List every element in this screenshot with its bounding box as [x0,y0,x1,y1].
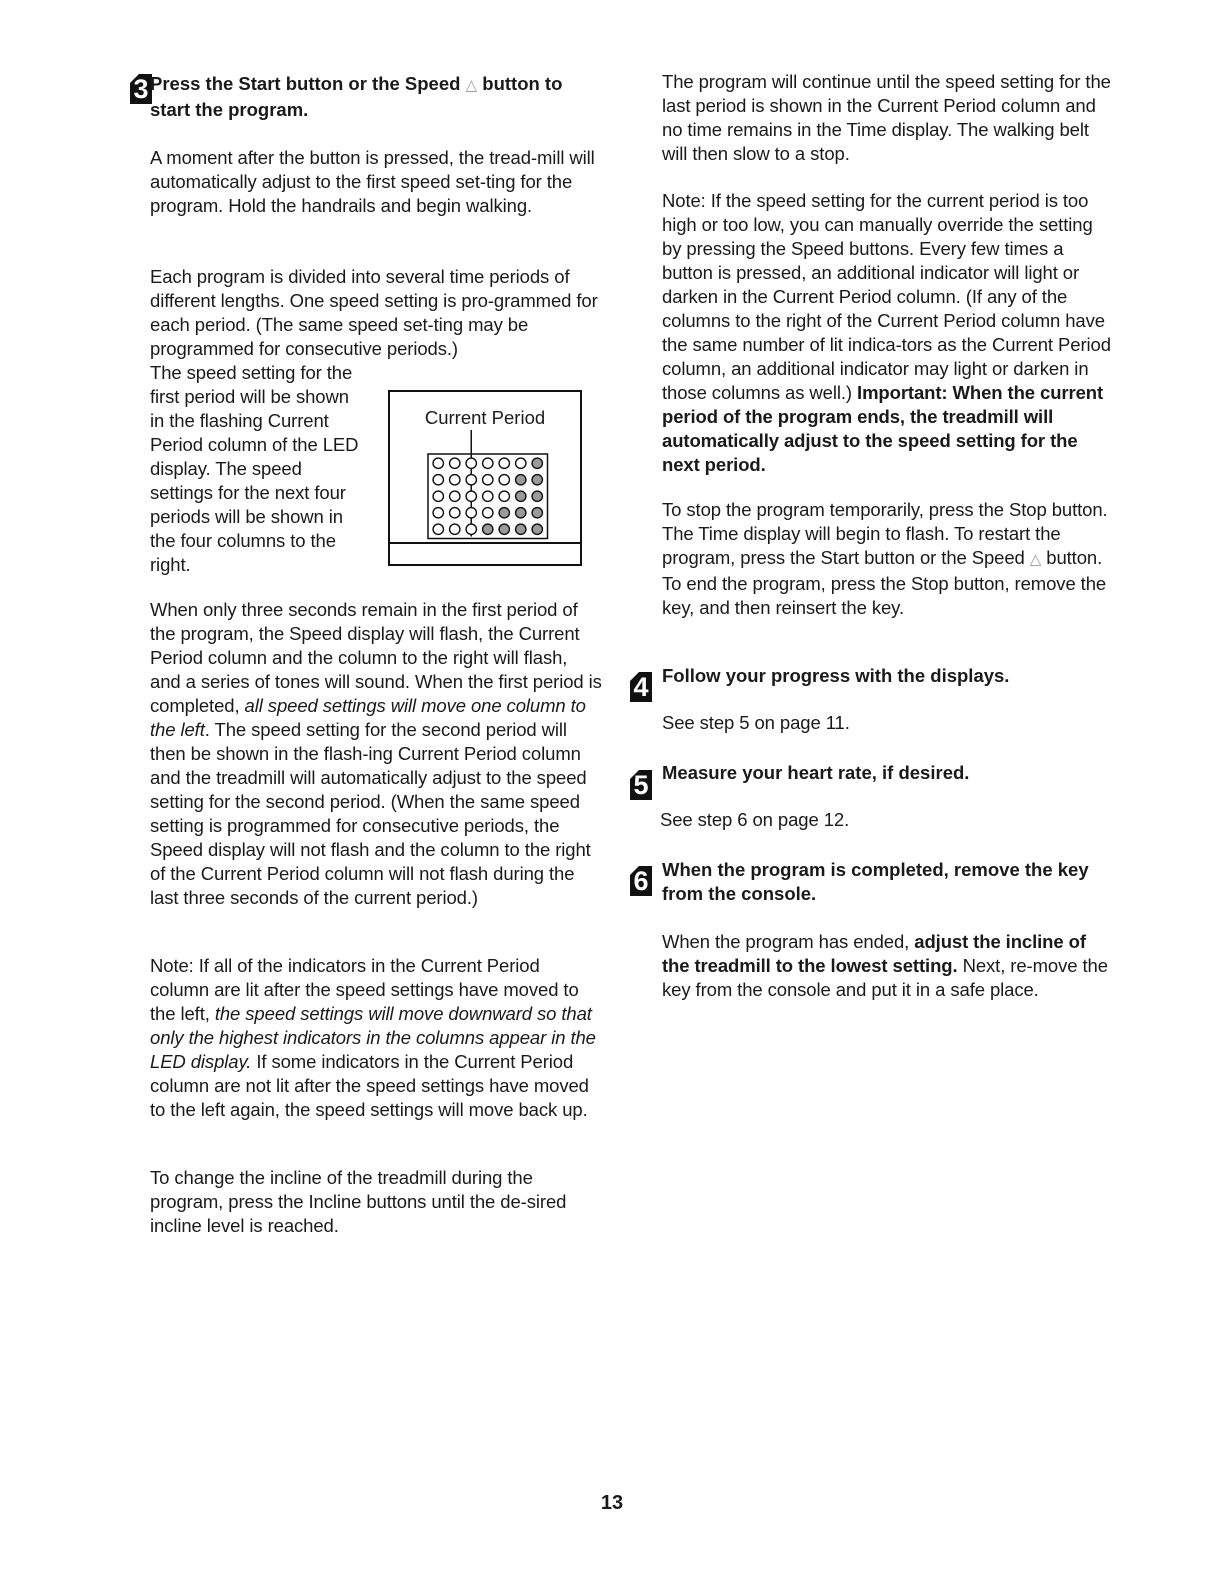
step-3-paragraph-3 [150,598,602,910]
led-indicator-lit [516,491,526,501]
step-4-number: 4 [633,672,649,702]
step-3-paragraph-4 [150,954,602,1122]
step-3-number: 3 [133,74,149,104]
step-3-paragraph-1: A moment after the button is pressed, the tread-mill will automatically adjust to the first speed set-ting for the program. Hold the handrails and begin walking. [150,147,595,216]
step-3-heading-a: Press the Start button or the Speed [150,73,461,94]
led-indicator-off [450,475,460,485]
step-5-body: See step 6 on page 12. [660,809,850,830]
step-6-number: 6 [633,866,649,896]
led-indicator-off [450,524,460,534]
step-6-badge [630,866,652,896]
step-3-heading [150,72,602,122]
led-indicator-lit [532,524,542,534]
step-6-heading: When the program is completed, remove the key from the console. [662,859,1089,904]
step-5-number: 5 [633,770,649,800]
led-indicator-off [483,458,493,468]
page-number: 13 [600,1492,624,1514]
led-indicator-off [516,458,526,468]
right-paragraph-3 [662,498,1112,620]
led-indicator-lit [499,508,509,518]
led-indicator-off [433,458,443,468]
step-6-body-b: Next, re-move the key from the console and put it in a safe place. [662,955,1108,1000]
right-paragraph-2 [662,189,1112,477]
led-indicator-off [466,475,476,485]
right-para-3-text-b: button. To end the program, press the Stop button, remove the key, and then reinsert the key. [662,547,1107,618]
para-4-text-a: Note: If all of the indicators in the Current Period column are lit after the speed settings have moved to the left, [150,955,579,1024]
right-para-2-important: Important: When the current period of the program ends, the treadmill will automatically adjust to the speed setting for the next period. [662,382,1104,475]
para-3-italic: all speed settings will move one column to the left [150,695,586,740]
led-indicator-lit [483,524,493,534]
led-indicator-off [450,508,460,518]
step-5-heading: Measure your heart rate, if desired. [662,762,970,783]
led-indicator-off [499,475,509,485]
step-4-badge [630,672,652,702]
led-indicator-off [450,491,460,501]
led-indicator-off [450,458,460,468]
led-indicator-lit [516,508,526,518]
right-para-2-text: Note: If the speed setting for the current period is too high or too low, you can manually override the setting by pressing the Speed buttons. Every few times a button is pressed, an additional indicator will light or darken in the Current Period column. (If any of the columns to the right of the Current Period column have the same number of lit indica-tors as the Current Period column, an additional indicator may light or darken in those columns as well.) [662,190,1111,403]
led-indicator-lit [499,524,509,534]
step-5-badge [630,770,652,800]
led-indicator-off [433,491,443,501]
led-indicator-off [433,508,443,518]
led-indicator-off [433,524,443,534]
led-indicator-lit [532,508,542,518]
led-indicator-lit [532,475,542,485]
led-indicator-lit [532,491,542,501]
led-indicator-off [433,475,443,485]
para-3-text-a: When only three seconds remain in the first period of the program, the Speed display will flash, the Current Period column and the column to the right will flash, and a series of tones will sound. When the first period is completed, [150,599,602,716]
step-3-paragraph-5: To change the incline of the treadmill during the program, press the Incline buttons until the de-sired incline level is reached. [150,1167,567,1236]
step-6-body [662,930,1112,1002]
led-display-diagram [388,390,582,566]
led-indicator-off [483,491,493,501]
led-indicator-off [499,491,509,501]
led-indicator-grid [390,392,580,564]
para-3-text-b: . The speed setting for the second period will then be shown in the flash-ing Current Period column and the treadmill will automatically adjust to the speed setting for the second period. (When the same speed setting is programmed for consecutive periods, the Speed display will not flash and the column to the right of the Current Period column will not flash during the last three seconds of the current period.) [150,719,591,908]
step-3-paragraph-2: Each program is divided into several time periods of different lengths. One speed setting is pro-grammed for each period. (The same speed set-ting may be programmed for consecutive periods.) [150,266,598,359]
para-4-italic: the speed settings will move downward so that only the highest indicators in the columns appear in the LED display. [150,1003,596,1072]
led-indicator-lit [532,458,542,468]
led-indicator-lit [516,524,526,534]
led-indicator-off [483,475,493,485]
step-4-body: See step 5 on page 11. [662,712,850,733]
speed-up-triangle-icon: △ [465,77,478,94]
step-6-body-a: When the program has ended, [662,931,910,952]
current-period-label: Current Period [424,407,546,428]
led-box-divider [390,542,580,544]
right-paragraph-1: The program will continue until the speed setting for the last period is shown in the Current Period column and no time remains in the Time display. The walking belt will then slow to a stop. [662,71,1111,164]
step-3-badge [130,74,152,104]
step-4-heading: Follow your progress with the displays. [662,665,1010,686]
step-3-paragraph-2b: The speed setting for the first period will be shown in the flashing Current Period column of the LED display. The speed settings for the next four periods will be shown in the four columns to the right. [150,362,359,575]
step-6-body-bold: adjust the incline of the treadmill to the lowest setting. [662,931,1086,976]
led-indicator-off [466,491,476,501]
speed-up-triangle-icon-2: △ [1029,551,1042,568]
para-4-text-b: If some indicators in the Current Period column are not lit after the speed settings have moved to the left again, the speed settings will move back up. [150,1051,589,1120]
led-indicator-off [466,458,476,468]
led-indicator-off [483,508,493,518]
led-indicator-off [499,458,509,468]
step-3-heading-b: button to start the program. [150,73,563,120]
right-para-3-text-a: To stop the program temporarily, press the Stop button. The Time display will begin to flash. To restart the program, press the Start button or the Speed [662,499,1108,568]
led-indicator-lit [516,475,526,485]
led-indicator-off [466,524,476,534]
led-indicator-off [466,508,476,518]
